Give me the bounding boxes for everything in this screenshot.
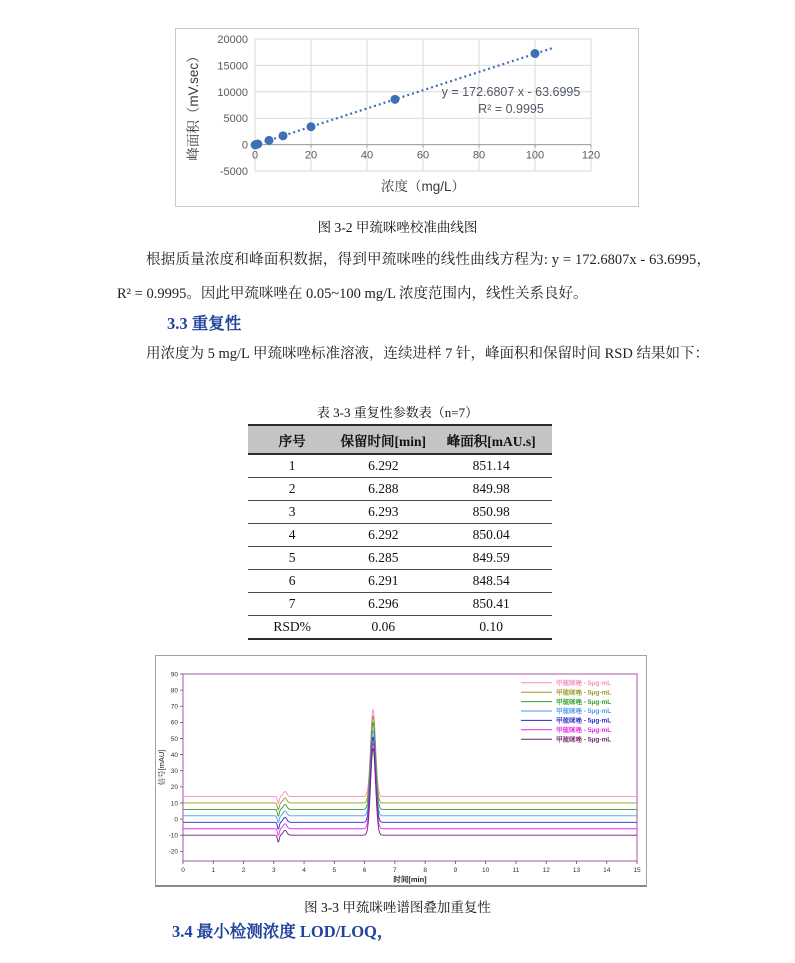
y-tick-label: 10 — [170, 800, 178, 808]
table-row — [248, 593, 552, 616]
x-tick-label: 8 — [423, 867, 427, 874]
col-header-retention-time: 保留时间[min] — [336, 425, 430, 454]
table-cell: 848.54 — [430, 570, 552, 593]
calibration-data-point — [307, 122, 316, 131]
calibration-data-point — [265, 136, 274, 145]
table-cell: 6.292 — [336, 454, 430, 478]
legend-entry-label: 甲巯咪唑 - 5μg·mL — [556, 689, 612, 697]
table-cell: 849.98 — [430, 478, 552, 501]
x-tick-label: 100 — [525, 149, 545, 162]
legend-entry-label: 甲巯咪唑 - 5μg·mL — [556, 736, 612, 744]
x-axis-title: 浓度（mg/L） — [380, 179, 466, 194]
x-tick-label: 13 — [572, 867, 581, 874]
table-row — [248, 547, 552, 570]
table-cell: 850.98 — [430, 501, 552, 524]
table-row — [248, 454, 552, 478]
figure-calibration-curve — [175, 28, 639, 207]
x-tick-label: 14 — [603, 867, 611, 874]
y-tick-label: 60 — [170, 719, 178, 727]
table-cell: 6 — [248, 570, 336, 593]
y-axis-title: 峰面积（mV.sec） — [186, 49, 201, 161]
figure-3-3-caption: 图 3-3 甲巯咪唑谱图叠加重复性 — [304, 900, 491, 915]
x-tick-label: 7 — [393, 867, 397, 874]
r-squared-label: R² = 0.9995 — [478, 102, 544, 116]
paragraph-linearity: 根据质量浓度和峰面积数据，得到甲巯咪唑的线性曲线方程为: y = 172.6807x - 63.6995，R² = 0.9995。因此甲巯咪唑在 0.05~100 mg/L 浓度范围内，线性关系良好。 — [117, 252, 711, 302]
table-cell: 3 — [248, 501, 336, 524]
x-tick-label: 120 — [581, 149, 601, 162]
table-cell: 6.292 — [336, 524, 430, 547]
table-row — [248, 616, 552, 640]
x-tick-label: 9 — [453, 867, 458, 874]
x-tick-label: 0 — [251, 149, 259, 162]
x-tick-label: 6 — [362, 867, 367, 874]
table-row — [248, 501, 552, 524]
y-tick-label: 50 — [170, 735, 178, 743]
y-tick-label: 20 — [170, 784, 178, 792]
calibration-data-point — [253, 140, 262, 149]
trendline-equation: y = 172.6807 x - 63.6995 — [441, 85, 581, 99]
calibration-chart — [176, 29, 638, 206]
table-cell: 849.59 — [430, 547, 552, 570]
y-tick-label: 10000 — [217, 86, 248, 99]
table-cell: 0.06 — [336, 616, 430, 640]
repeatability-table-body — [248, 454, 552, 639]
legend-entry-label: 甲巯咪唑 - 5μg·mL — [556, 680, 612, 687]
table-cell: 7 — [248, 593, 336, 616]
y-tick-label: 0 — [174, 816, 178, 824]
figure-chromatogram-overlay — [155, 655, 647, 887]
y-tick-label: -5000 — [219, 166, 248, 178]
table-cell: 5 — [248, 547, 336, 570]
legend-entry-label: 甲巯咪唑 - 5μg·mL — [556, 698, 612, 706]
table-3-3-caption: 表 3-3 重复性参数表（n=7） — [316, 405, 479, 420]
x-tick-label: 3 — [271, 867, 276, 874]
x-tick-label: 80 — [472, 149, 486, 162]
chromatogram-chart — [156, 656, 646, 885]
x-tick-label: 1 — [211, 867, 216, 874]
x-tick-label: 10 — [482, 867, 490, 874]
legend-entry-label: 甲巯咪唑 - 5μg·mL — [556, 717, 612, 725]
table-cell: 4 — [248, 524, 336, 547]
y-tick-label: 15000 — [217, 60, 248, 73]
table-cell: 850.41 — [430, 593, 552, 616]
x-tick-label: 0 — [181, 867, 185, 874]
table-cell: 6.296 — [336, 593, 430, 616]
calibration-data-point — [279, 131, 288, 140]
legend-entry-label: 甲巯咪唑 - 5μg·mL — [556, 708, 612, 716]
table-row — [248, 478, 552, 501]
y-tick-label: 70 — [170, 703, 178, 711]
table-cell: 6.293 — [336, 501, 430, 524]
y-tick-label: 90 — [170, 671, 178, 679]
table-cell: 2 — [248, 478, 336, 501]
table-cell: 851.14 — [430, 454, 552, 478]
y-tick-label: 40 — [170, 751, 178, 759]
table-cell: 0.10 — [430, 616, 552, 640]
table-cell: 6.288 — [336, 478, 430, 501]
y-tick-label: 20000 — [217, 34, 248, 46]
repeatability-table — [248, 424, 552, 640]
y-tick-label: 5000 — [223, 113, 248, 126]
table-cell: 6.291 — [336, 570, 430, 593]
table-row — [248, 524, 552, 547]
y-tick-label: 0 — [241, 139, 248, 152]
x-tick-label: 15 — [633, 867, 641, 874]
col-header-peak-area: 峰面积[mAU.s] — [430, 425, 552, 454]
y-tick-label: -10 — [168, 832, 178, 840]
calibration-data-point — [531, 49, 540, 58]
y-axis-title: 信号[mAU] — [157, 749, 166, 786]
calibration-data-point — [391, 95, 400, 104]
section-heading-3-4: 3.4 最小检测浓度 LOD/LOQ， — [172, 922, 394, 941]
x-tick-label: 40 — [360, 149, 374, 162]
x-axis-title: 时间[min] — [393, 875, 427, 884]
y-tick-label: 80 — [170, 687, 178, 695]
x-tick-label: 2 — [241, 867, 246, 874]
x-tick-label: 20 — [304, 149, 318, 162]
figure-3-2-caption: 图 3-2 甲巯咪唑校准曲线图 — [317, 220, 478, 235]
section-heading-3-3: 3.3 重复性 — [167, 314, 242, 333]
x-tick-label: 12 — [542, 867, 550, 874]
x-tick-label: 5 — [332, 867, 337, 874]
table-cell: 850.04 — [430, 524, 552, 547]
col-header-index: 序号 — [248, 425, 336, 454]
table-cell: 1 — [248, 454, 336, 478]
x-tick-label: 60 — [416, 149, 430, 162]
table-cell: RSD% — [248, 616, 336, 640]
table-header-row — [248, 425, 552, 454]
paragraph-repeatability-intro: 用浓度为 5 mg/L 甲巯咪唑标准溶液，连续进样 7 针，峰面积和保留时间 RSD 结果如下： — [146, 346, 709, 362]
table-row — [248, 570, 552, 593]
x-tick-label: 4 — [302, 867, 306, 874]
y-tick-label: 30 — [170, 768, 178, 776]
table-cell: 6.285 — [336, 547, 430, 570]
legend-entry-label: 甲巯咪唑 - 5μg·mL — [556, 727, 612, 734]
x-tick-label: 11 — [512, 867, 520, 874]
y-tick-label: -20 — [168, 848, 178, 856]
